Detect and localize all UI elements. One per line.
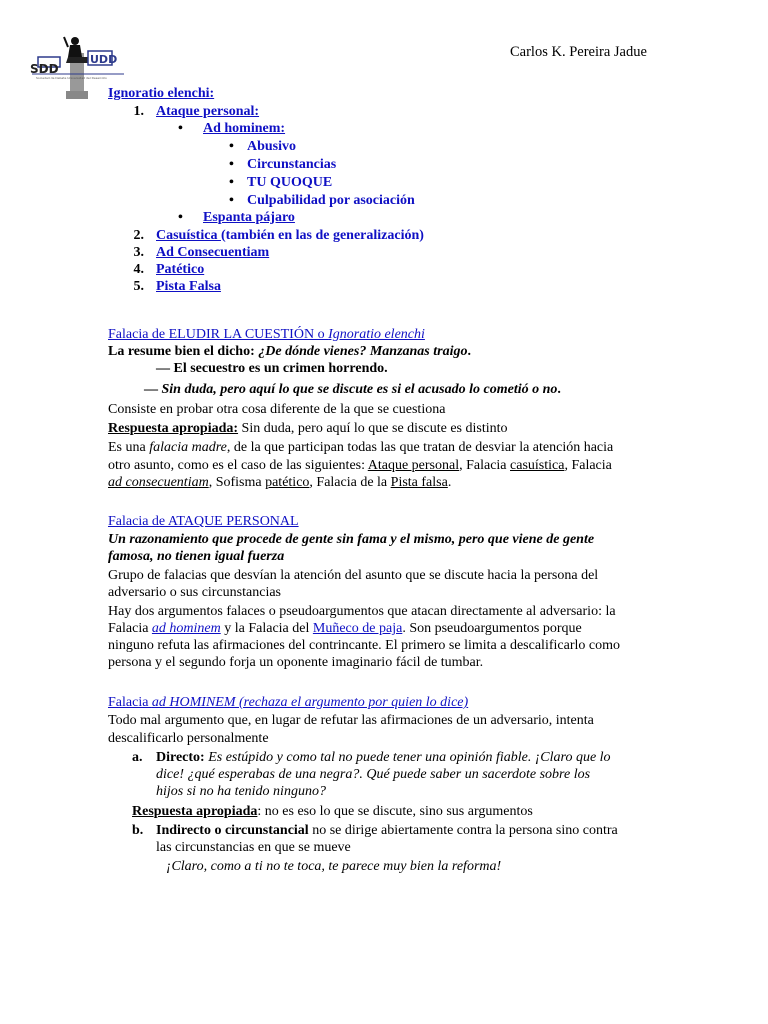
heading-text[interactable]: Falacia de ELUDIR LA CUESTIÓN o bbox=[108, 327, 329, 342]
text: y la Falacia del bbox=[220, 621, 313, 636]
heading-text[interactable]: Falacia bbox=[108, 695, 152, 710]
consiste-text: Consiste en probar otra cosa diferente de la que se cuestiona bbox=[108, 402, 446, 417]
dash: — bbox=[144, 382, 162, 397]
resume-saying: ¿De dónde vienes? Manzanas traigo bbox=[258, 344, 468, 359]
bullet-icon: • bbox=[178, 210, 183, 225]
respuesta-text: Sin duda, pero aquí lo que se discute es distinto bbox=[238, 421, 508, 436]
section-heading-eludir[interactable] bbox=[108, 327, 425, 343]
directo-label: Directo: bbox=[156, 750, 205, 765]
list-marker-a: a. bbox=[132, 750, 143, 765]
text-line: Hay dos argumentos falaces o pseudoargumentos que atacan directamente al adversario: la bbox=[108, 604, 616, 619]
text-line: persona y el segundo forja un oponente imaginario fácil de tumbar. bbox=[108, 655, 484, 670]
text-line: Todo mal argumento que, en lugar de refutar las afirmaciones de un adversario, intenta bbox=[108, 713, 594, 728]
dialogue-line-1: — El secuestro es un crimen horrendo. bbox=[156, 361, 388, 376]
respuesta-text: : no es eso lo que se discute, sino sus argumentos bbox=[257, 804, 533, 819]
indirecto-line bbox=[156, 823, 618, 839]
outline-item-abusivo: Abusivo bbox=[247, 139, 297, 154]
respuesta-line-2 bbox=[132, 804, 533, 820]
outline-item-pista-falsa[interactable]: Pista Falsa bbox=[156, 279, 221, 294]
resume-period: . bbox=[467, 344, 471, 359]
list-number: 2. bbox=[133, 228, 144, 243]
outline-item-casuistica[interactable]: Casuística bbox=[156, 228, 221, 243]
indirecto-line-2: las circunstancias en que se mueve bbox=[156, 840, 351, 855]
indirecto-label: Indirecto o circunstancial bbox=[156, 823, 309, 838]
outline-item-ad-consecuentiam[interactable]: Ad Consecuentiam bbox=[156, 245, 270, 260]
text: , de la que participan todas las que tratan de desviar la atención hacia bbox=[226, 440, 614, 455]
quote-line-1: Un razonamiento que procede de gente sin fama y el mismo, pero que viene de gente bbox=[108, 532, 595, 547]
outline-item-patetico[interactable]: Patético bbox=[156, 262, 205, 277]
directo-line-2: dice! ¿qué esperabas de una negra?. Qué puede saber un sacerdote sobre los bbox=[156, 767, 591, 782]
directo-line bbox=[156, 750, 611, 766]
section-heading-ad-hominem[interactable] bbox=[108, 695, 468, 711]
link-ad-hominem[interactable]: ad hominem bbox=[151, 621, 221, 636]
section-heading-ataque-personal[interactable]: Falacia de ATAQUE PERSONAL bbox=[108, 514, 299, 529]
text: Falacia bbox=[108, 621, 152, 636]
link-muneco-de-paja[interactable]: Muñeco de paja bbox=[312, 621, 403, 636]
text-line: descalificarlo personalmente bbox=[108, 731, 269, 746]
text: . bbox=[447, 475, 452, 490]
bullet-icon: • bbox=[229, 193, 234, 208]
indirecto-text: no se dirige abiertamente contra la persona sino contra bbox=[308, 823, 618, 838]
author-name: Carlos K. Pereira Jadue bbox=[510, 44, 647, 60]
list-number: 5. bbox=[133, 279, 144, 294]
resume-line bbox=[108, 344, 471, 360]
link-casuistica[interactable]: casuística bbox=[510, 458, 565, 473]
directo-line-3: hijos si no ha tenido ninguno? bbox=[156, 784, 326, 799]
outline-item-casuistica-note: (también en las de generalización) bbox=[220, 228, 424, 243]
bullet-icon: • bbox=[229, 157, 234, 172]
text: , Sofisma bbox=[208, 475, 266, 490]
bullet-icon: • bbox=[178, 121, 183, 136]
text: , Falacia bbox=[564, 458, 612, 473]
link-patetico[interactable]: patético bbox=[265, 475, 310, 490]
paragraph-line bbox=[108, 475, 451, 491]
text-italic: falacia madre bbox=[149, 440, 227, 455]
list-number: 3. bbox=[133, 245, 144, 260]
list-number: 4. bbox=[133, 262, 144, 277]
dialogue-line-2 bbox=[144, 382, 561, 398]
text: Es una bbox=[108, 440, 150, 455]
outline-item-ataque-personal[interactable]: Ataque personal: bbox=[156, 104, 260, 119]
dialogue-reply: Sin duda, pero aquí lo que se discute es si el acusado lo cometió o no bbox=[161, 382, 558, 397]
text-line: adversario o sus circunstancias bbox=[108, 585, 281, 600]
heading-italic[interactable]: ad HOMINEM (rechaza el argumento por quien lo dice) bbox=[151, 695, 469, 710]
outline-item-ad-hominem[interactable]: Ad hominem: bbox=[203, 121, 286, 136]
list-marker-b: b. bbox=[132, 823, 144, 838]
heading-italic[interactable]: Ignoratio elenchi bbox=[328, 327, 425, 342]
link-pista-falsa[interactable]: Pista falsa bbox=[390, 475, 448, 490]
text: , Falacia de la bbox=[309, 475, 391, 490]
respuesta-label: Respuesta apropiada bbox=[132, 804, 258, 819]
paragraph-line bbox=[108, 440, 613, 456]
text: . Son pseudoargumentos porque bbox=[402, 621, 582, 636]
bullet-icon: • bbox=[229, 139, 234, 154]
respuesta-line bbox=[108, 421, 508, 437]
period: . bbox=[557, 382, 561, 397]
outline-item-tu-quoque: TU QUOQUE bbox=[247, 175, 333, 190]
text: otro asunto, como es el caso de las siguientes: bbox=[108, 458, 368, 473]
outline-item-culpabilidad: Culpabilidad por asociación bbox=[247, 193, 415, 208]
directo-example: Es estúpido y como tal no puede tener una opinión fiable. ¡Claro que lo bbox=[204, 750, 611, 765]
bullet-icon: • bbox=[229, 175, 234, 190]
paragraph-line bbox=[108, 458, 612, 474]
text-line: ninguno refuta las afirmaciones del contrincante. El primero se limita a descalificarlo como bbox=[108, 638, 620, 653]
text: , Falacia bbox=[459, 458, 511, 473]
outline-item-espanta-pajaro[interactable]: Espanta pájaro bbox=[203, 210, 295, 225]
link-ad-consecuentiam[interactable]: ad consecuentiam bbox=[108, 475, 209, 490]
svg-text:Sociedad de Debate Universidad: Sociedad de Debate Universidad del Desarrollo bbox=[36, 76, 107, 80]
svg-text:SDD: SDD bbox=[30, 62, 59, 76]
resume-label: La resume bien el dicho: bbox=[108, 344, 259, 359]
quote-line-2: famosa, no tienen igual fuerza bbox=[108, 549, 285, 564]
link-ataque-personal[interactable]: Ataque personal bbox=[367, 458, 460, 473]
outline-item-circunstancias: Circunstancias bbox=[247, 157, 337, 172]
text-line bbox=[108, 621, 582, 637]
respuesta-label: Respuesta apropiada: bbox=[108, 421, 239, 436]
svg-text:UDD: UDD bbox=[90, 53, 118, 66]
text-line: Grupo de falacias que desvían la atención del asunto que se discute hacia la persona del bbox=[108, 568, 599, 583]
outline-title[interactable]: Ignoratio elenchi: bbox=[108, 86, 215, 101]
list-number: 1. bbox=[133, 104, 144, 119]
indirecto-example: ¡Claro, como a ti no te toca, te parece muy bien la reforma! bbox=[166, 859, 502, 874]
